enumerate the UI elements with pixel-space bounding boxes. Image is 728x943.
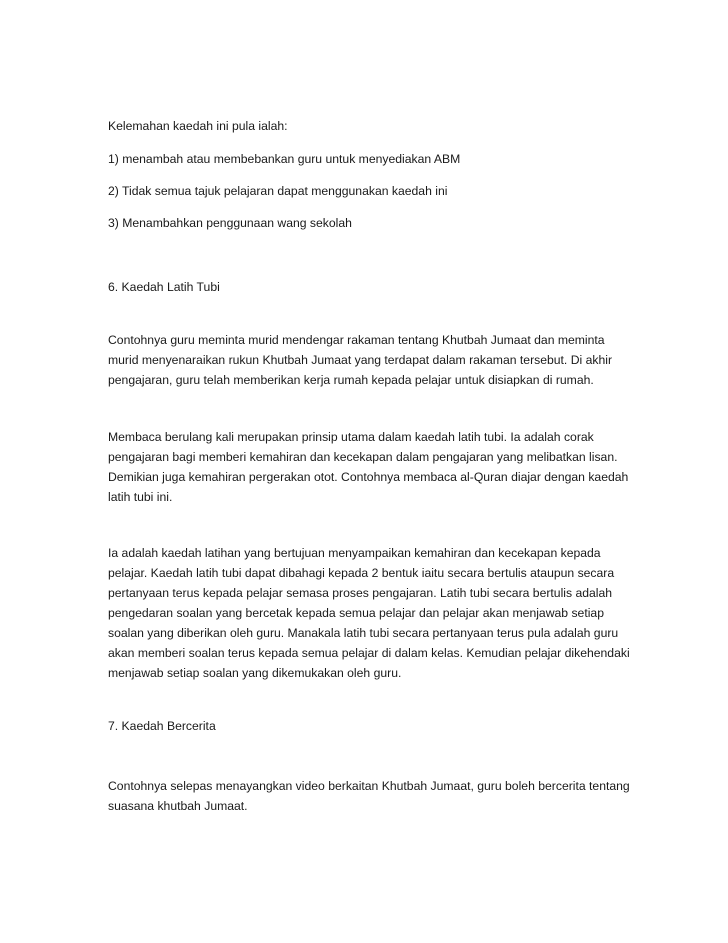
paragraph: Ia adalah kaedah latihan yang bertujuan menyampaikan kemahiran dan kecekapan kepada pelajar. Kaedah latih tubi dapat dibahagi kepada 2 bentuk iaitu secara bertulis ataupun secara pertanyaan terus kepada pelajar semasa proses pengajaran. Latih tubi secara bertulis adalah pengedaran soalan yang bercetak kepada semua pelajar dan pelajar akan menjawab setiap soalan yang diberikan oleh guru. Manakala latih tubi secara pertanyaan terus pula adalah guru akan memberi soalan terus kepada semua pelajar di dalam kelas. Kemudian pelajar dikehendaki menjawab setiap soalan yang dikemukakan oleh guru.	[108, 546, 630, 680]
intro-text: Kelemahan kaedah ini pula ialah:	[108, 119, 288, 133]
section-heading: 6. Kaedah Latih Tubi	[108, 280, 220, 294]
section-heading: 7. Kaedah Bercerita	[108, 719, 216, 733]
weakness-item: 1) menambah atau membebankan guru untuk menyediakan ABM	[108, 152, 461, 166]
paragraph: Membaca berulang kali merupakan prinsip utama dalam kaedah latih tubi. Ia adalah corak pengajaran bagi memberi kemahiran dan kecekapan dalam pengajaran yang melibatkan lisan. Demikian juga kemahiran pergerakan otot. Contohnya membaca al-Quran diajar dengan kaedah latih tubi ini.	[108, 430, 629, 504]
weakness-item: 3) Menambahkan penggunaan wang sekolah	[108, 216, 352, 230]
paragraph: Contohnya selepas menayangkan video berkaitan Khutbah Jumaat, guru boleh bercerita tentang suasana khutbah Jumaat.	[108, 779, 630, 813]
weakness-item: 2) Tidak semua tajuk pelajaran dapat menggunakan kaedah ini	[108, 184, 448, 198]
paragraph: Contohnya guru meminta murid mendengar rakaman tentang Khutbah Jumaat dan meminta murid menyenaraikan rukun Khutbah Jumaat yang terdapat dalam rakaman tersebut. Di akhir pengajaran, guru telah memberikan kerja rumah kepada pelajar untuk disiapkan di rumah.	[108, 333, 613, 387]
